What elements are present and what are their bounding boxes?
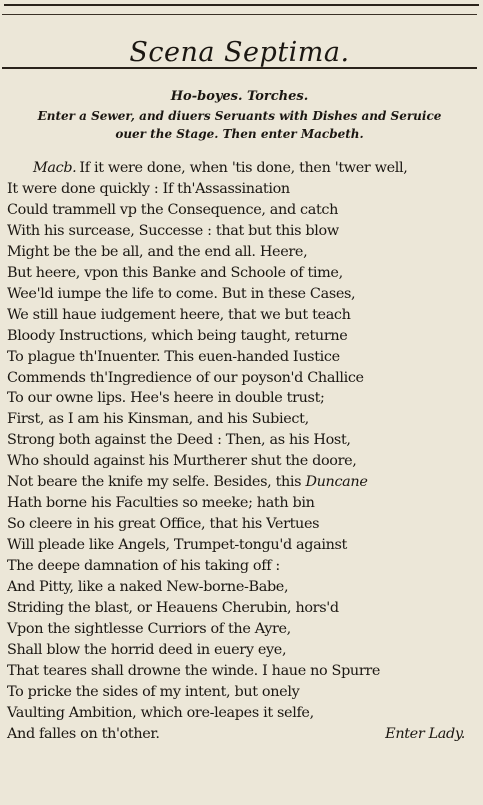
verse-line: But heere, vpon this Banke and Schoole of time,	[7, 264, 343, 281]
verse-line: Shall blow the horrid deed in euery eye,	[7, 641, 287, 658]
stage-direction-enter-lady: Enter Lady.	[385, 725, 465, 742]
speaker-prefix: Macb.	[33, 160, 77, 176]
verse-line: Macb. If it were done, when 'tis done, then 'twer well,	[33, 160, 408, 176]
stage-direction-music: Ho-boyes. Torches.	[170, 89, 309, 104]
stage-direction-entrance: Enter a Sewer, and diuers Seruants with Dishes and Seruice	[37, 109, 442, 123]
verse-line: Bloody Instructions, which being taught, returne	[7, 327, 348, 344]
macbeth-soliloquy	[7, 158, 475, 745]
verse-line: Might be the be all, and the end all. Heere,	[7, 243, 308, 260]
verse-line: With his surcease, Successe : that but this blow	[7, 222, 339, 239]
verse-line: So cleere in his great Office, that his Vertues	[7, 516, 320, 533]
verse-line: Will pleade like Angels, Trumpet-tongu'd against	[7, 537, 347, 554]
verse-line: Striding the blast, or Heauens Cherubin, hors'd	[7, 600, 339, 617]
scene-title: Scena Septima.	[129, 37, 350, 68]
verse-line: The deepe damnation of his taking off :	[7, 558, 280, 575]
verse-line: Commends th'Ingredience of our poyson'd Challice	[7, 369, 364, 386]
duncane-name: Duncane	[305, 474, 368, 491]
verse-line: To our owne lips. Hee's heere in double trust;	[7, 390, 325, 407]
verse-line: Vpon the sightlesse Curriors of the Ayre,	[7, 620, 291, 637]
verse-line: Strong both against the Deed : Then, as his Host,	[7, 432, 351, 449]
verse-line: Who should against his Murtherer shut the doore,	[7, 453, 357, 470]
verse-line: Hath borne his Faculties so meeke; hath bin	[7, 495, 315, 512]
verse-line: It were done quickly : If th'Assassination	[7, 180, 290, 197]
scene-heading-box	[2, 14, 477, 69]
verse-line: To plague th'Inuenter. This euen-handed Iustice	[7, 348, 340, 365]
verse-line: And Pitty, like a naked New-borne-Babe,	[7, 579, 289, 596]
top-rule	[4, 4, 479, 6]
verse-line: Vaulting Ambition, which ore-leapes it selfe,	[7, 704, 314, 721]
stage-direction-enter-macbeth: ouer the Stage. Then enter Macbeth.	[115, 127, 364, 141]
verse-line: To pricke the sides of my intent, but onely	[7, 683, 300, 700]
verse-line: And falles on th'other. Enter Lady.	[7, 724, 475, 745]
verse-line: Not beare the knife my selfe. Besides, this Duncane	[7, 474, 368, 491]
verse-line: We still haue iudgement heere, that we but teach	[7, 306, 351, 323]
verse-line: That teares shall drowne the winde. I haue no Spurre	[7, 662, 381, 679]
verse-line: Wee'ld iumpe the life to come. But in these Cases,	[7, 285, 356, 302]
verse-line: First, as I am his Kinsman, and his Subiect,	[7, 411, 309, 428]
verse-line: Could trammell vp the Consequence, and catch	[7, 201, 339, 218]
